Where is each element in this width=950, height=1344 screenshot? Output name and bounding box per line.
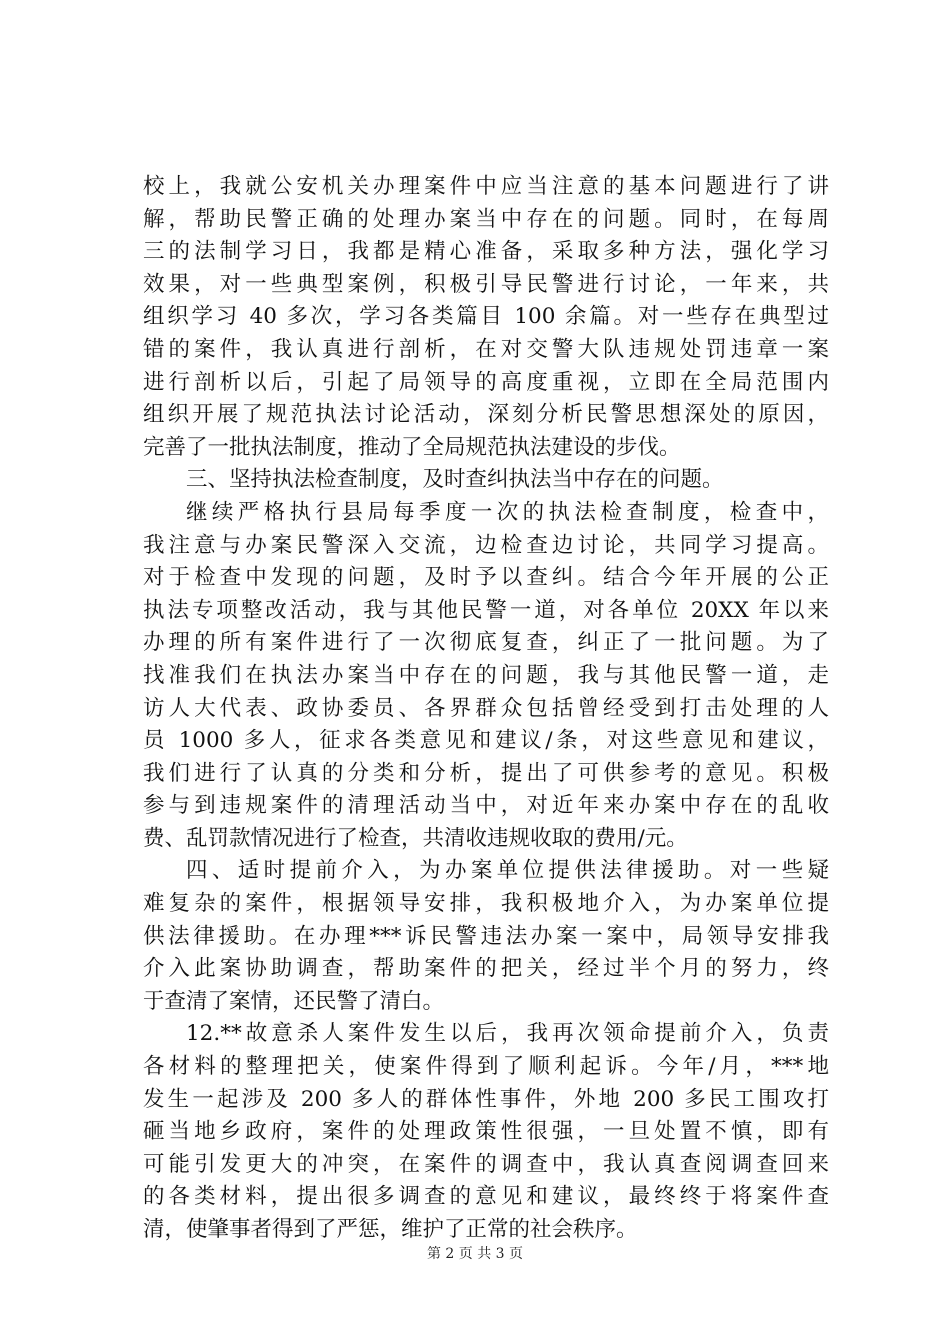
body-text: [143, 171, 829, 1247]
text-line: 校上，我就公安机关办理案件中应当注意的基本问题进行了讲: [143, 174, 829, 199]
text-line: 组织开展了规范执法讨论活动，深刻分析民警思想深处的原因，: [143, 402, 829, 428]
text-line: 执法专项整改活动，我与其他民警一道，对各单位 20XX 年以来: [143, 597, 829, 623]
text-line: 错的案件，我认真进行剖析，在对交警大队违规处罚违章一案: [143, 336, 829, 362]
text-line: 难复杂的案件，根据领导安排，我积极地介入，为办案单位提: [143, 891, 829, 917]
text-line: 费、乱罚款情况进行了检查，共清收违规收取的费用/元。: [143, 825, 688, 851]
text-line: 清，使肇事者得到了严惩，维护了正常的社会秩序。: [143, 1217, 638, 1242]
text-line: 进行剖析以后，引起了局领导的高度重视，立即在全局范围内: [143, 369, 829, 395]
text-line: 我注意与办案民警深入交流，边检查边讨论，共同学习提高。: [143, 532, 829, 558]
text-line: 继续严格执行县局每季度一次的执法检查制度，检查中，: [186, 499, 829, 525]
text-line: 员 1000 多人，征求各类意见和建议/条，对这些意见和建议，: [143, 728, 829, 754]
text-line: 解，帮助民警正确的处理办案当中存在的问题。同时，在每周: [143, 206, 829, 232]
text-line: 各材料的整理把关，使案件得到了顺利起诉。今年/月，***地: [143, 1054, 829, 1080]
text-line: 找准我们在执法办案当中存在的问题，我与其他民警一道，走: [143, 662, 829, 688]
section-heading: 四、适时提前介入，为办案单位提供法律援助。对一些疑: [186, 858, 829, 884]
text-line: 介入此案协助调查，帮助案件的把关，经过半个月的努力，终: [143, 956, 829, 982]
text-line: 完善了一批执法制度，推动了全局规范执法建设的步伐。: [143, 434, 681, 460]
text-line: 12.**故意杀人案件发生以后，我再次领命提前介入，负责: [186, 1021, 829, 1047]
text-line: 访人大代表、政协委员、各界群众包括曾经受到打击处理的人: [143, 695, 829, 721]
text-line: 的各类材料，提出很多调查的意见和建议，最终终于将案件查: [143, 1184, 829, 1210]
text-line: 我们进行了认真的分类和分析，提出了可供参考的意见。积极: [143, 760, 829, 786]
text-line: 三的法制学习日，我都是精心准备，采取多种方法，强化学习: [143, 239, 829, 265]
text-line: 可能引发更大的冲突，在案件的调查中，我认真查阅调查回来: [143, 1151, 829, 1177]
text-line: 组织学习 40 多次，学习各类篇目 100 余篇。对一些存在典型过: [143, 304, 829, 330]
text-line: 砸当地乡政府，案件的处理政策性很强，一旦处置不慎，即有: [143, 1119, 829, 1145]
text-line: 对于检查中发现的问题，及时予以查纠。结合今年开展的公正: [143, 565, 829, 591]
section-heading: 三、坚持执法检查制度，及时查纠执法当中存在的问题。: [186, 467, 724, 493]
text-line: 供法律援助。在办理***诉民警违法办案一案中，局领导安排我: [143, 923, 829, 949]
text-line: 发生一起涉及 200 多人的群体性事件，外地 200 多民工围攻打: [143, 1086, 829, 1112]
text-line: 参与到违规案件的清理活动当中，对近年来办案中存在的乱收: [143, 793, 829, 819]
text-line: 效果，对一些典型案例，积极引导民警进行讨论，一年来，共: [143, 271, 829, 297]
text-line: 于查清了案情，还民警了清白。: [143, 988, 445, 1014]
text-line: 办理的所有案件进行了一次彻底复查，纠正了一批问题。为了: [143, 630, 829, 656]
page-number-footer: 第 2 页 共 3 页: [426, 1246, 524, 1262]
